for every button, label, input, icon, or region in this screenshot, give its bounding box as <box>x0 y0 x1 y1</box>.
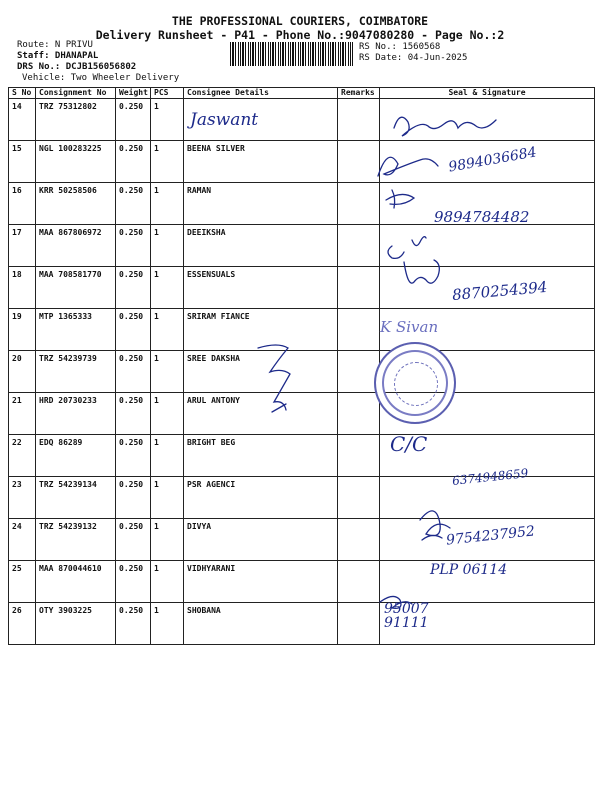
cell-weight: 0.250 <box>116 183 151 225</box>
cell-sno: 14 <box>9 99 36 141</box>
handwritten-consignee-14: Jaswant <box>190 110 259 130</box>
cell-consignment: TRZ 54239134 <box>36 477 116 519</box>
cell-weight: 0.250 <box>116 267 151 309</box>
cell-consignment: MTP 1365333 <box>36 309 116 351</box>
cell-sno: 26 <box>9 603 36 645</box>
company-seal-stamp <box>374 342 456 424</box>
cell-consignment: EDQ 86289 <box>36 435 116 477</box>
cell-consignee: SHOBANA <box>184 603 338 645</box>
cell-weight: 0.250 <box>116 435 151 477</box>
cell-pcs: 1 <box>151 183 184 225</box>
handwritten-phone-23: 6374948659 <box>451 466 529 488</box>
handwritten-phone-15: 9894036684 <box>447 144 538 176</box>
cell-pcs: 1 <box>151 141 184 183</box>
rs-date: RS Date: 04-Jun-2025 <box>359 53 468 63</box>
cell-consignment: TRZ 75312802 <box>36 99 116 141</box>
cell-weight: 0.250 <box>116 309 151 351</box>
handwritten-phone-17: 9894784482 <box>434 208 530 226</box>
cell-sno: 25 <box>9 561 36 603</box>
handwritten-note-22: C/C <box>390 432 428 456</box>
cell-consignee: ARUL ANTONY <box>184 393 338 435</box>
cell-consignment: TRZ 54239132 <box>36 519 116 561</box>
cell-consignee: VIDHYARANI <box>184 561 338 603</box>
cell-consignee: BRIGHT BEG <box>184 435 338 477</box>
cell-sno: 21 <box>9 393 36 435</box>
handwritten-note-25: PLP 06114 <box>430 562 508 578</box>
cell-consignment: KRR 50258506 <box>36 183 116 225</box>
cell-consignment: MAA 708581770 <box>36 267 116 309</box>
rs-number: RS No.: 1560568 <box>359 42 441 52</box>
handwritten-phone-18: 8870254394 <box>451 277 549 305</box>
cell-weight: 0.250 <box>116 561 151 603</box>
cell-pcs: 1 <box>151 351 184 393</box>
cell-consignment: HRD 20730233 <box>36 393 116 435</box>
handwritten-name-19: K Sivan <box>380 318 439 336</box>
company-title: THE PROFESSIONAL COURIERS, COIMBATORE <box>171 14 429 28</box>
cell-sno: 18 <box>9 267 36 309</box>
cell-weight: 0.250 <box>116 99 151 141</box>
col-signature: Seal & Signature <box>380 88 595 99</box>
cell-sno: 24 <box>9 519 36 561</box>
signature-14 <box>394 117 496 136</box>
col-consignment: Consignment No <box>36 88 116 99</box>
cell-weight: 0.250 <box>116 519 151 561</box>
seal-inner-ring <box>394 362 438 406</box>
handwritten-phone-26: 95007 91111 <box>384 601 429 631</box>
cell-weight: 0.250 <box>116 393 151 435</box>
cell-pcs: 1 <box>151 225 184 267</box>
cell-sno: 16 <box>9 183 36 225</box>
cell-pcs: 1 <box>151 393 184 435</box>
cell-weight: 0.250 <box>116 477 151 519</box>
col-sno: S No <box>9 88 36 99</box>
cell-consignee: SRIRAM FIANCE <box>184 309 338 351</box>
cell-pcs: 1 <box>151 267 184 309</box>
cell-consignment: TRZ 54239739 <box>36 351 116 393</box>
cell-consignment: NGL 100283225 <box>36 141 116 183</box>
cell-consignee: BEENA SILVER <box>184 141 338 183</box>
cell-consignee: DIVYA <box>184 519 338 561</box>
handwritten-phone-24: 9754237952 <box>445 523 536 549</box>
cell-weight: 0.250 <box>116 225 151 267</box>
runsheet-subtitle: Delivery Runsheet - P41 - Phone No.:9047080280 - Page No.:2 <box>95 28 505 42</box>
cell-consignee: DEEIKSHA <box>184 225 338 267</box>
cell-weight: 0.250 <box>116 141 151 183</box>
cell-pcs: 1 <box>151 99 184 141</box>
col-remarks: Remarks <box>338 88 380 99</box>
col-consignee: Consignee Details <box>184 88 338 99</box>
cell-sno: 17 <box>9 225 36 267</box>
cell-pcs: 1 <box>151 561 184 603</box>
staff-label: Staff: DHANAPAL <box>17 51 99 61</box>
drs-number: DRS No.: DCJB156056802 <box>17 62 137 72</box>
cell-pcs: 1 <box>151 519 184 561</box>
signature-20 <box>258 345 290 412</box>
signature-15 <box>378 157 438 176</box>
signature-18 <box>404 260 439 283</box>
cell-sno: 23 <box>9 477 36 519</box>
cell-consignee: RAMAN <box>184 183 338 225</box>
cell-pcs: 1 <box>151 435 184 477</box>
cell-pcs: 1 <box>151 309 184 351</box>
cell-consignee: ESSENSUALS <box>184 267 338 309</box>
cell-consignment: MAA 867806972 <box>36 225 116 267</box>
cell-sno: 20 <box>9 351 36 393</box>
cell-pcs: 1 <box>151 603 184 645</box>
vehicle-label: Vehicle: Two Wheeler Delivery <box>22 73 180 83</box>
cell-consignee: SREE DAKSHA <box>184 351 338 393</box>
cell-consignment: OTY 3903225 <box>36 603 116 645</box>
cell-sno: 15 <box>9 141 36 183</box>
cell-pcs: 1 <box>151 477 184 519</box>
cell-consignment: MAA 870044610 <box>36 561 116 603</box>
route-label: Route: N PRIVU <box>17 40 93 50</box>
cell-consignee: PSR AGENCI <box>184 477 338 519</box>
cell-sno: 19 <box>9 309 36 351</box>
col-weight: Weight <box>116 88 151 99</box>
cell-sno: 22 <box>9 435 36 477</box>
cell-weight: 0.250 <box>116 351 151 393</box>
cell-weight: 0.250 <box>116 603 151 645</box>
signature-16 <box>386 190 414 208</box>
col-pcs: PCS <box>151 88 184 99</box>
signature-17 <box>388 237 426 259</box>
